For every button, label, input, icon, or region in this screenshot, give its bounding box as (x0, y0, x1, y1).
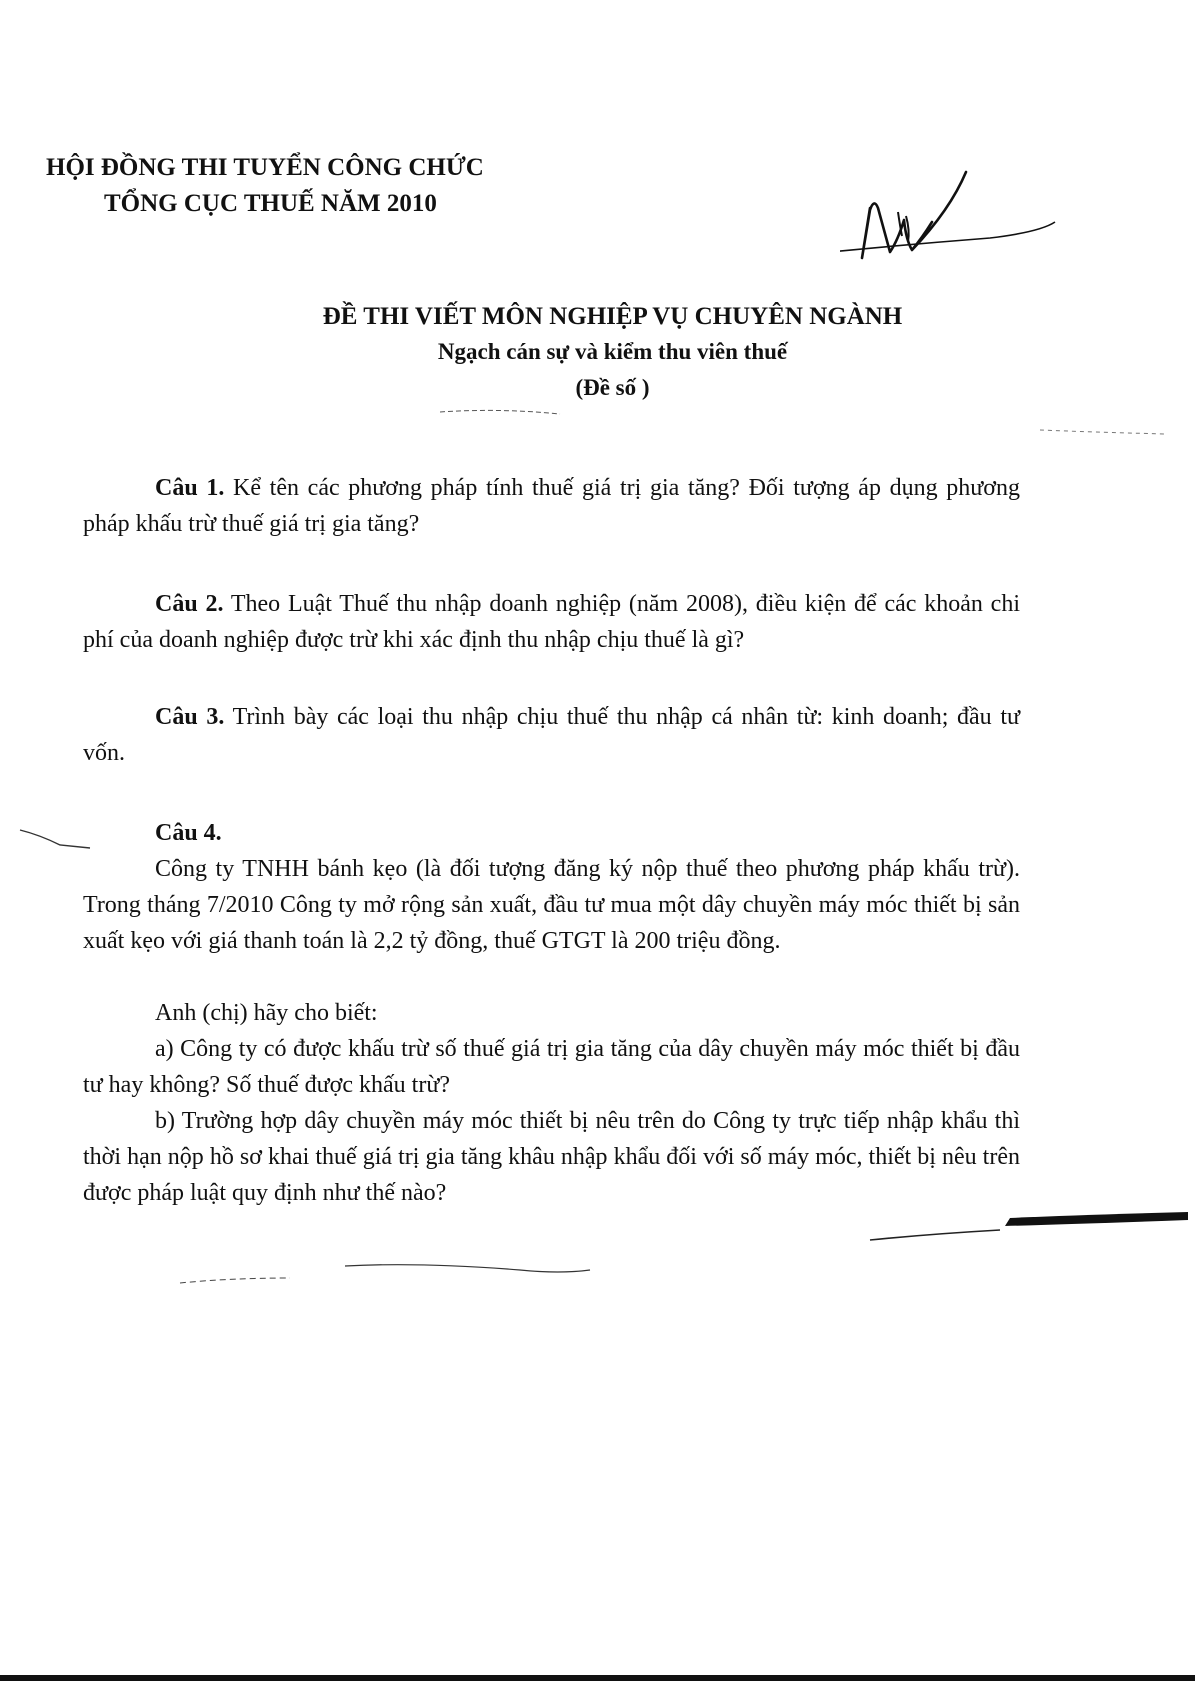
council-line-1: HỘI ĐỒNG THI TUYỂN CÔNG CHỨC (46, 154, 484, 181)
question-4-prompt: Anh (chị) hãy cho biết: (155, 1000, 378, 1026)
council-header (46, 150, 566, 222)
question-3-label: Câu 3. (155, 704, 225, 730)
question-1-label: Câu 1. (155, 475, 225, 501)
question-4 (83, 815, 1020, 1211)
question-4-label: Câu 4. (155, 820, 222, 846)
question-3 (83, 699, 1020, 771)
exam-number: (Đề số ) (575, 375, 650, 400)
exam-title: ĐỀ THI VIẾT MÔN NGHIỆP VỤ CHUYÊN NGÀNH (322, 303, 903, 330)
question-4-part-a: a) Công ty có được khấu trừ số thuế giá trị gia tăng của dây chuyền máy móc thiết bị đầu tư hay không? Số thuế được khấu trừ? (83, 1036, 1020, 1098)
question-2-label: Câu 2. (155, 591, 224, 617)
question-1 (83, 470, 1020, 542)
question-3-text: Trình bày các loại thu nhập chịu thuế thu nhập cá nhân từ: kinh doanh; đầu tư vốn. (83, 704, 1020, 766)
question-2 (83, 586, 1020, 658)
exam-title-block (0, 300, 1195, 406)
exam-subtitle: Ngạch cán sự và kiểm thu viên thuế (437, 339, 788, 364)
question-1-text: Kể tên các phương pháp tính thuế giá trị gia tăng? Đối tượng áp dụng phương pháp khấu trừ thuế giá trị gia tăng? (83, 475, 1020, 537)
handwritten-signature (840, 150, 1140, 280)
council-line-2: TỔNG CỤC THUẾ NĂM 2010 (104, 190, 437, 217)
question-4-part-b: b) Trường hợp dây chuyền máy móc thiết bị nêu trên do Công ty trực tiếp nhập khẩu thì thời hạn nộp hồ sơ khai thuế giá trị gia tăng khâu nhập khẩu đối với số máy móc, thiết bị nêu trên được pháp luật quy định như thế nào? (83, 1108, 1020, 1206)
question-2-text: Theo Luật Thuế thu nhập doanh nghiệp (năm 2008), điều kiện để các khoản chi phí của doanh nghiệp được trừ khi xác định thu nhập chịu thuế là gì? (83, 591, 1020, 653)
question-4-scenario: Công ty TNHH bánh kẹo (là đối tượng đăng ký nộp thuế theo phương pháp khấu trừ). Trong tháng 7/2010 Công ty mở rộng sản xuất, đầu tư mua một dây chuyền máy móc thiết bị sản xuất kẹo với giá thanh toán là 2,2 tỷ đồng, thuế GTGT là 200 triệu đồng. (83, 856, 1020, 954)
